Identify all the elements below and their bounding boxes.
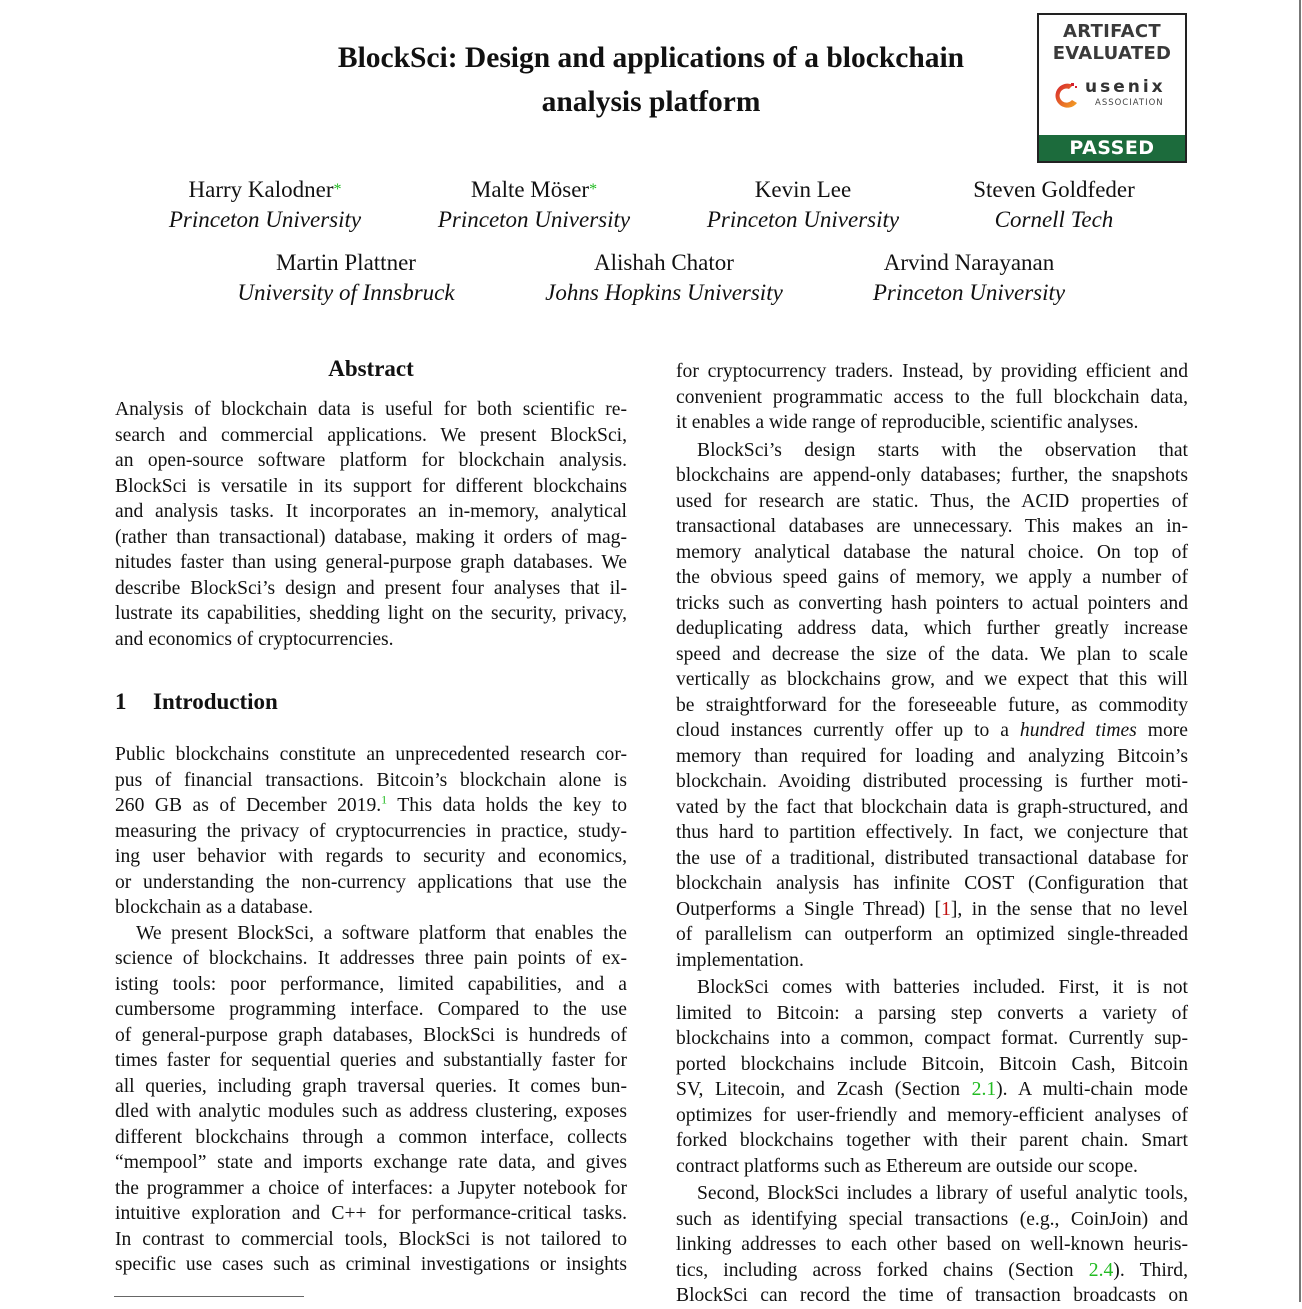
text-line: tics, including across forked chains (Section 2.4). Third,: [676, 1259, 1188, 1281]
text-line: and economics of cryptocurrencies.: [115, 628, 394, 650]
paper-title: [300, 36, 1002, 124]
author-block: [125, 175, 405, 235]
author-affiliation: Princeton University: [437, 207, 631, 232]
author-affiliation: Cornell Tech: [994, 207, 1114, 232]
artifact-evaluated-badge: [1037, 13, 1187, 163]
text-line: pus of financial transactions. Bitcoin’s blockchain alone is: [115, 769, 627, 791]
text-line: blockchain as a database.: [115, 897, 314, 918]
badge-org-sub: ASSOCIATION: [1095, 98, 1164, 108]
author-affiliation: Princeton University: [872, 280, 1066, 305]
text-line: implementation.: [676, 949, 804, 971]
author-block: [394, 175, 674, 235]
text-line: intuitive exploration and C++ for performance-critical tasks.: [115, 1203, 627, 1224]
text-line: speed and decrease the size of the data. We plan to scale: [676, 643, 1188, 665]
text-line: cumbersome programming interface. Compared to the use: [115, 999, 627, 1020]
equal-contribution-mark: *: [589, 181, 598, 198]
text-line: Second, BlockSci includes a library of useful analytic tools,: [697, 1183, 1188, 1204]
text-line: blockchains into a common, compact format. Currently sup-: [676, 1028, 1188, 1049]
text-line: BlockSci comes with batteries included. First, it is not: [697, 977, 1188, 998]
text-line: optimizes for user-friendly and memory-efficient analyses of: [676, 1104, 1188, 1126]
text-line: isting tools: poor performance, limited capabilities, and a: [115, 973, 627, 995]
intro-body-right: [676, 359, 1188, 1309]
author-name: Martin Plattner: [276, 250, 416, 275]
text-line: (rather than transactional) database, making it orders of mag-: [115, 526, 627, 548]
text-line: ported blockchains include Bitcoin, Bitcoin Cash, Bitcoin: [676, 1053, 1188, 1075]
author-name: Alishah Chator: [594, 250, 734, 275]
author-affiliation: Princeton University: [706, 207, 900, 232]
abstract-heading: Abstract: [328, 356, 414, 381]
text-line: ing user behavior with regards to security and economics,: [115, 846, 627, 867]
text-line: times faster for sequential queries and substantially faster for: [115, 1050, 627, 1071]
text-line: for cryptocurrency traders. Instead, by providing efficient and: [676, 361, 1188, 382]
text-line: the obvious speed gains of memory, we apply a number of: [676, 567, 1188, 588]
author-block: [206, 248, 486, 308]
text-line: different blockchains through a common interface, collects: [115, 1126, 627, 1148]
text-line: lustrate its capabilities, shedding light on the security, privacy,: [115, 603, 627, 624]
intro-body-left: [115, 742, 627, 1278]
text-line: cloud instances currently offer up to a hundred times more: [676, 720, 1188, 741]
badge-heading: ARTIFACT EVALUATED: [1052, 21, 1172, 64]
text-line: science of blockchains. It addresses three pain points of ex-: [115, 948, 627, 969]
text-line: transactional databases are unnecessary. This makes an in-: [676, 516, 1188, 537]
section-title: Introduction: [153, 689, 278, 714]
text-line: measuring the privacy of cryptocurrencies in practice, study-: [115, 820, 627, 842]
text-line: 260 GB as of December 2019.$^1$ This data holds the key to: [115, 792, 627, 816]
author-name: Arvind Narayanan: [883, 250, 1055, 275]
page-edge-scrollbar: [1299, 0, 1301, 1302]
text-line: deduplicating address data, which further greatly increase: [676, 618, 1188, 639]
section-heading-introduction: [115, 689, 278, 715]
text-line: linking addresses to each other based on well-known heuris-: [676, 1234, 1188, 1255]
text-line: such as identifying special transactions (e.g., CoinJoin) and: [676, 1208, 1188, 1230]
text-line: or understanding the non-currency applications that use the: [115, 871, 627, 893]
author-affiliation: Johns Hopkins University: [545, 280, 783, 305]
text-line: Public blockchains constitute an unprecedented research cor-: [115, 744, 627, 765]
text-line: Analysis of blockchain data is useful for both scientific re-: [115, 399, 627, 420]
section-number: 1: [115, 689, 127, 714]
text-line: and analysis tasks. It incorporates an in-memory, analytical: [115, 501, 627, 522]
text-line: all queries, including graph traversal queries. It comes bun-: [115, 1075, 627, 1097]
text-line: memory analytical database the natural choice. On top of: [676, 541, 1188, 563]
text-line: it enables a wide range of reproducible, scientific analyses.: [676, 412, 1139, 433]
text-line: specific use cases such as criminal investigations or insights: [115, 1254, 627, 1275]
author-block: [829, 248, 1109, 308]
text-line: blockchains are append-only databases; further, the snapshots: [676, 465, 1188, 486]
text-line: convenient programmatic access to the full blockchain data,: [676, 386, 1188, 408]
text-line: Outperforms a Single Thread) [1], in the sense that no level: [676, 898, 1188, 920]
text-line: vated by the fact that blockchain data is graph-structured, and: [676, 796, 1188, 818]
text-line: BlockSci can record the time of transaction broadcasts on: [676, 1285, 1188, 1306]
text-line: an open-source software platform for blockchain analysis.: [115, 450, 627, 471]
text-line: be straightforward for the foreseeable future, as commodity: [676, 694, 1188, 716]
text-line: memory than required for loading and analyzing Bitcoin’s: [676, 745, 1188, 767]
author-name: Steven Goldfeder: [973, 177, 1135, 202]
text-line: tricks such as converting hash pointers to actual pointers and: [676, 592, 1188, 614]
author-affiliation: Princeton University: [168, 207, 362, 232]
citation-link-1[interactable]: 1: [941, 898, 951, 920]
author-block: [524, 248, 804, 308]
section-link-2-1[interactable]: 2.1: [971, 1079, 997, 1100]
footnote-link-1[interactable]: 1: [381, 792, 388, 807]
text-line: forked blockchains together with their parent chain. Smart: [676, 1130, 1188, 1151]
text-line: blockchain analysis has infinite COST (Configuration that: [676, 873, 1188, 894]
abstract-body: [115, 397, 627, 652]
text-line: blockchain. Avoiding distributed processing is further moti-: [676, 771, 1188, 792]
title-line-2: analysis platform: [541, 86, 761, 118]
text-line: “mempool” state and imports exchange rate data, and gives: [115, 1152, 627, 1173]
usenix-logo-icon: [1051, 81, 1081, 111]
section-link-2-4[interactable]: 2.4: [1088, 1259, 1114, 1281]
author-affiliation: University of Innsbruck: [237, 280, 455, 305]
text-line: nitudes faster than using general-purpose graph databases. We: [115, 552, 627, 573]
text-line: of general-purpose graph databases, BlockSci is hundreds of: [115, 1024, 627, 1046]
text-line: of parallelism can outperform an optimized single-threaded: [676, 924, 1188, 945]
text-line: dled with analytic modules such as address clustering, exposes: [115, 1101, 627, 1122]
text-line: vertically as blockchains grow, and we expect that this will: [676, 669, 1188, 690]
text-line: thus hard to partition effectively. In fact, we conjecture that: [676, 822, 1188, 843]
emphasis: hundred times: [1019, 720, 1137, 741]
text-line: used for research are static. Thus, the ACID properties of: [676, 490, 1188, 512]
text-line: describe BlockSci’s design and present four analyses that il-: [115, 577, 627, 599]
author-name: Malte Möser: [470, 177, 590, 202]
text-line: BlockSci’s design starts with the observation that: [697, 439, 1188, 461]
text-line: limited to Bitcoin: a parsing step converts a variety of: [676, 1002, 1188, 1024]
author-name: Kevin Lee: [754, 177, 852, 202]
equal-contribution-mark: *: [333, 181, 342, 198]
text-line: search and commercial applications. We present BlockSci,: [115, 424, 627, 446]
title-line-1: BlockSci: Design and applications of a blockchain: [337, 42, 965, 74]
text-line: In contrast to commercial tools, BlockSci is not tailored to: [115, 1228, 627, 1250]
badge-status: PASSED: [1039, 135, 1185, 161]
text-line: contract platforms such as Ethereum are outside our scope.: [676, 1155, 1138, 1177]
text-line: BlockSci is versatile in its support for different blockchains: [115, 475, 627, 497]
text-line: SV, Litecoin, and Zcash (Section 2.1). A multi-chain mode: [676, 1079, 1189, 1100]
author-name: Harry Kalodner: [188, 177, 334, 202]
text-line: the use of a traditional, distributed transactional database for: [676, 847, 1188, 869]
text-line: the programmer a choice of interfaces: a Jupyter notebook for: [115, 1177, 627, 1199]
footnote-rule: [114, 1296, 304, 1297]
text-line: We present BlockSci, a software platform that enables the: [136, 922, 627, 944]
author-block: [663, 175, 943, 235]
author-block: [914, 175, 1194, 235]
badge-org: usenix: [1085, 77, 1166, 97]
